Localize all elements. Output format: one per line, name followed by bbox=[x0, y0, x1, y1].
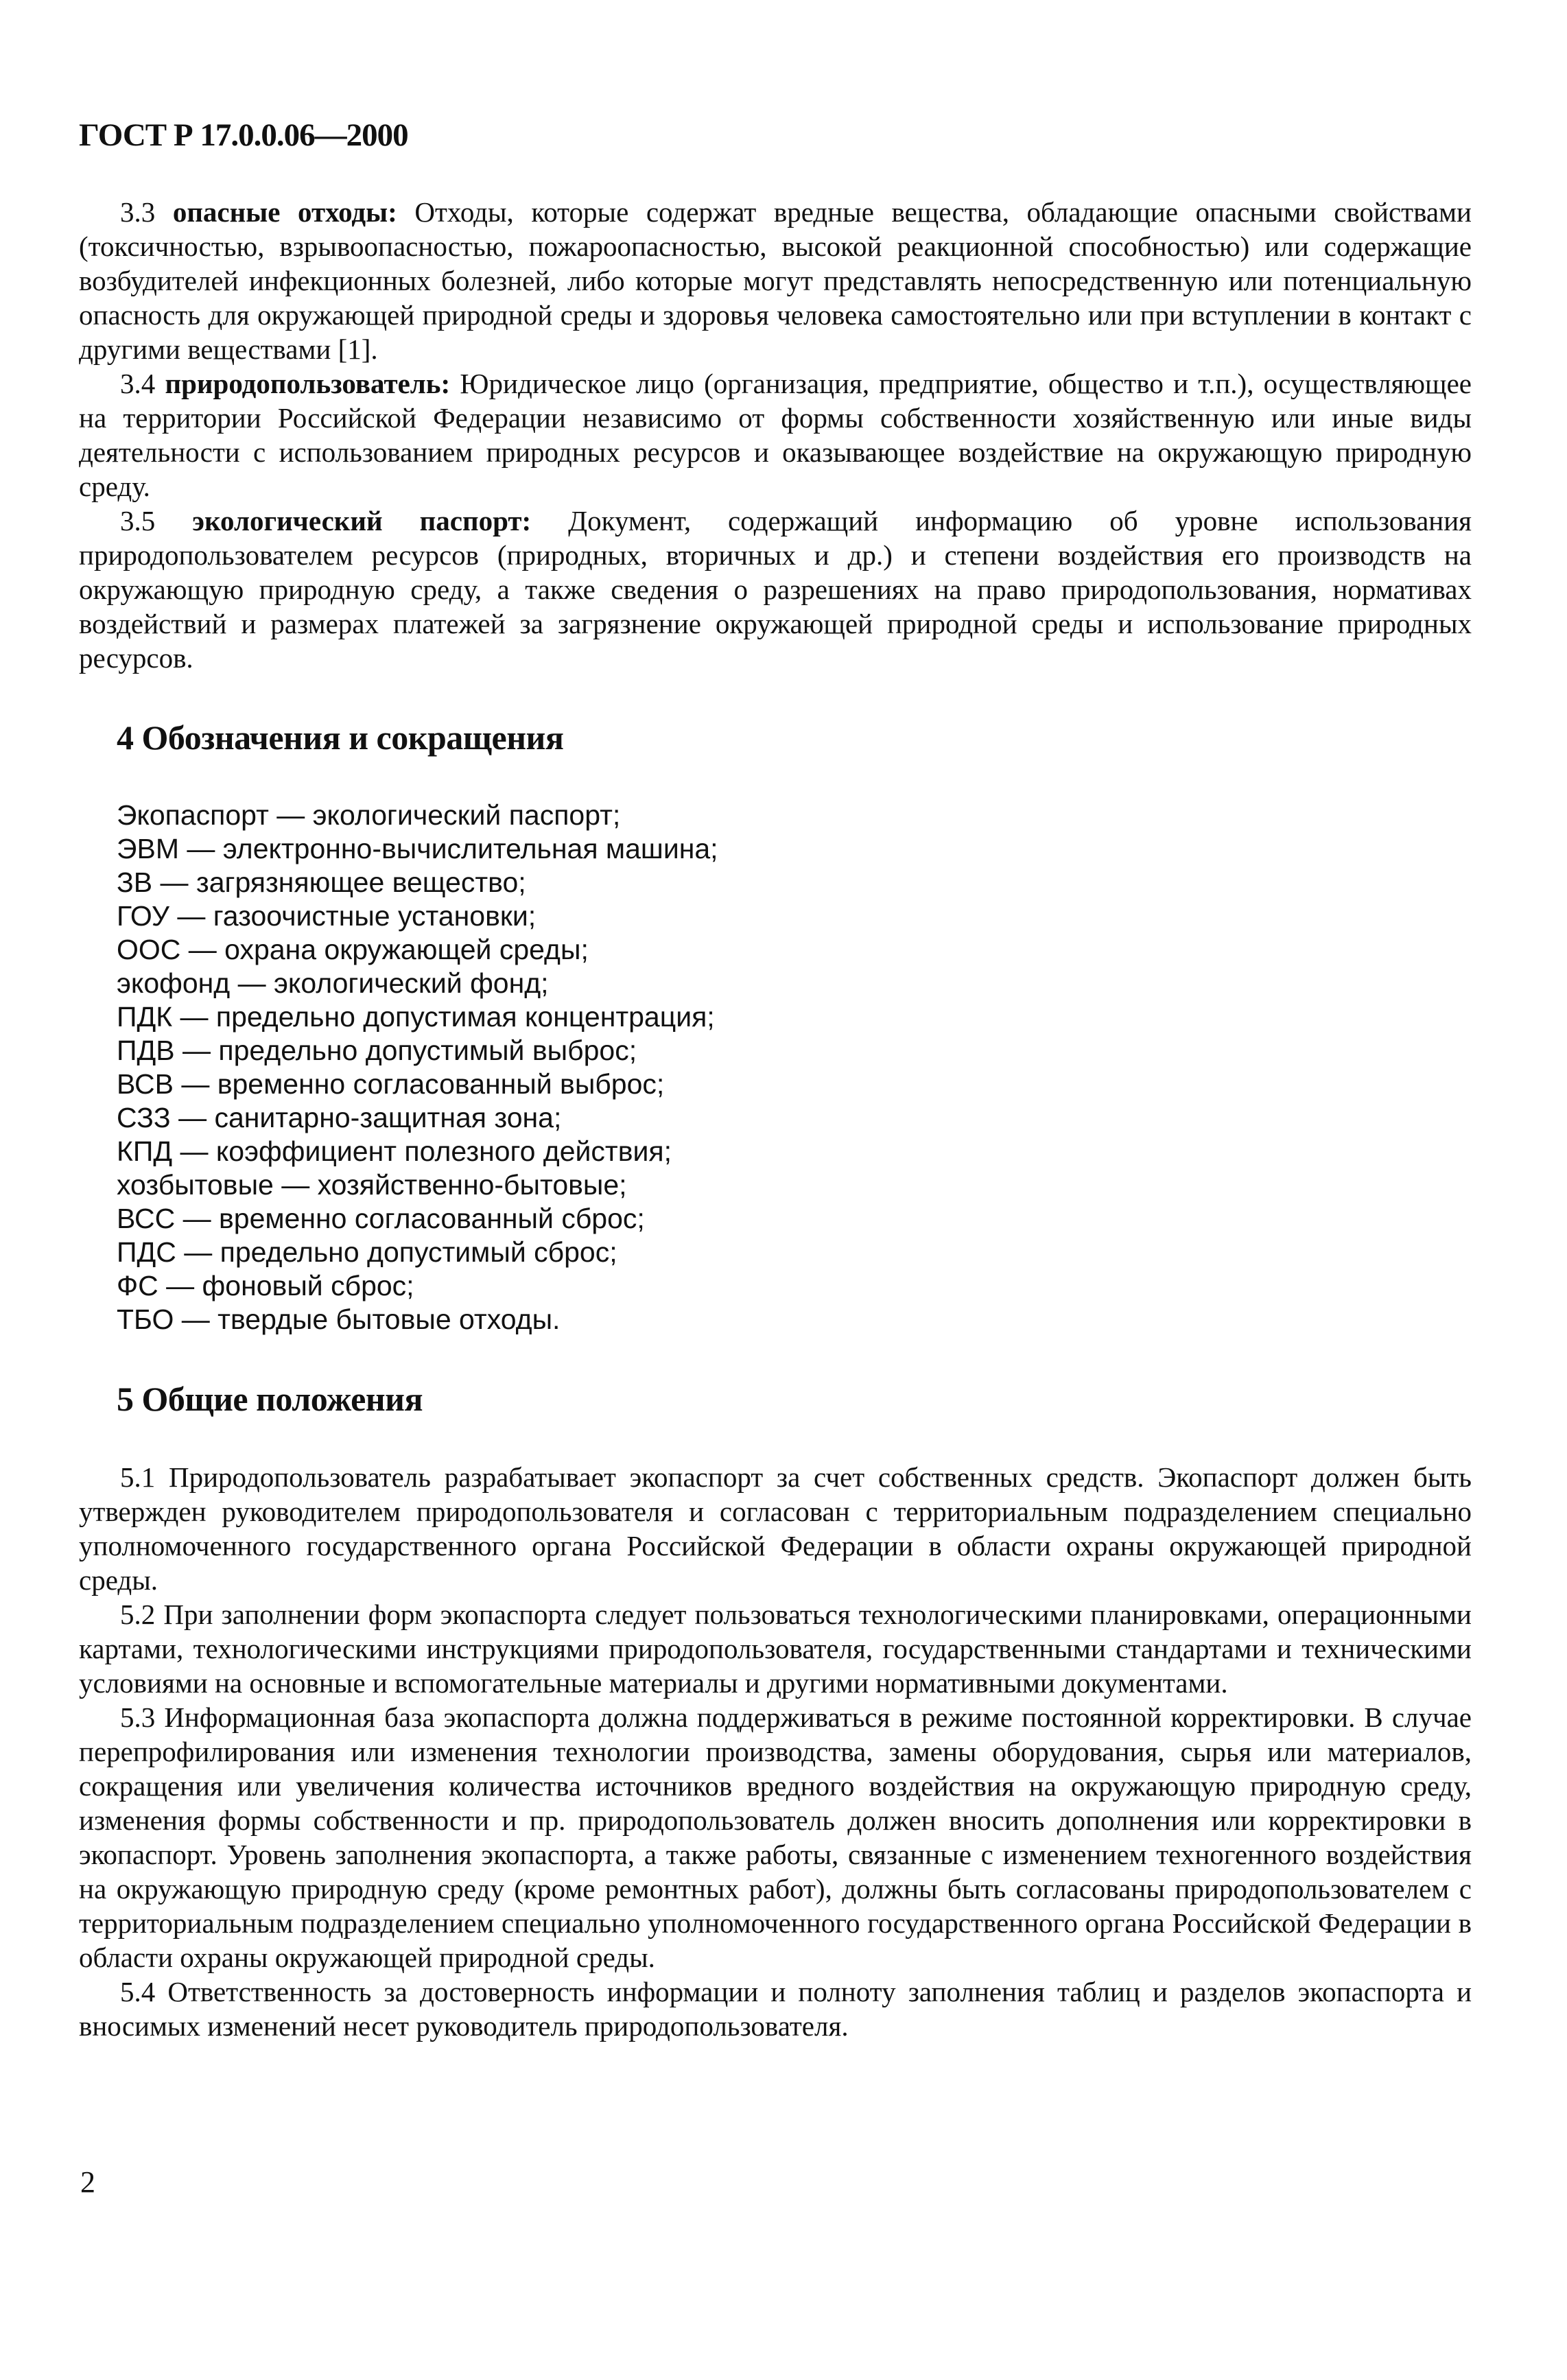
section-5-provisions bbox=[79, 1460, 1472, 2043]
abbreviation-item: ПДС — предельно допустимый сброс; bbox=[117, 1236, 617, 1268]
definition-number: 3.5 bbox=[120, 505, 156, 537]
provision-text: При заполнении форм экопаспорта следует пользоваться технологическими планировками, операционными картами, технологическими инструкциями природопользователя, государственными стандартами и техническими условиями на основные и вспомогательные материалы и другими нормативными документами. bbox=[79, 1599, 1472, 1699]
abbreviation-item: ВСВ — временно согласованный выброс; bbox=[117, 1068, 665, 1100]
abbreviation-item: ВСС — временно согласованный сброс; bbox=[117, 1203, 645, 1234]
provision-number: 5.4 bbox=[120, 1976, 156, 2007]
provision-number: 5.3 bbox=[120, 1701, 156, 1733]
provision-5-1 bbox=[79, 1460, 1472, 1597]
document-code-header: ГОСТ Р 17.0.0.06—2000 bbox=[79, 117, 408, 153]
provision-text: Информационная база экопаспорта должна поддерживаться в режиме постоянной корректировки. В случае перепрофилирования или изменения технологии производства, замены оборудования, сырья или материалов, сокращения или увеличения количества источников вредного воздействия на окружающую природную среду, изменения формы собственности и пр. природопользователь должен вносить дополнения или корректировки в экопаспорт. Уровень заполнения экопаспорта, а также работы, связанные с изменением техногенного воздействия на окружающую природную среду (кроме ремонтных работ), должны быть согласованы природопользователем с территориальным подразделением специально уполномоченного государственного органа Российской Федерации в области охраны окружающей природной среды. bbox=[79, 1701, 1472, 1973]
definition-text: Документ, содержащий информацию об уровне использования природопользователем ресурсов (природных, вторичных и др.) и степени воздействия его производств на окружающую природную среду, а также сведения о разрешениях на право природопользования, нормативах воздействий и размерах платежей за загрязнение окружающей природной среды и использование природных ресурсов. bbox=[79, 505, 1472, 674]
definition-text: Отходы, которые содержат вредные вещества, обладающие опасными свойствами (токсичностью, взрывоопасностью, пожароопасностью, высокой реакционной способностью) или содержащие возбудителей инфекционных болезней, либо которые могут представлять непосредственную или потенциальную опасность для окружающей природной среды и здоровья человека самостоятельно или при вступлении в контакт с другими веществами [1]. bbox=[79, 196, 1472, 365]
page-number: 2 bbox=[80, 2165, 95, 2199]
abbreviation-item: ЭВМ — электронно-вычислительная машина; bbox=[117, 833, 718, 864]
abbreviation-item: КПД — коэффициент полезного действия; bbox=[117, 1135, 672, 1167]
definition-number: 3.4 bbox=[120, 368, 156, 399]
abbreviation-item: ФС — фоновый сброс; bbox=[117, 1270, 414, 1301]
provision-text: Природопользователь разрабатывает экопаспорт за счет собственных средств. Экопаспорт должен быть утвержден руководителем природопользователя и согласован с территориальным подразделением специально уполномоченного государственного органа Российской Федерации в области охраны окружающей природной среды. bbox=[79, 1461, 1472, 1596]
abbreviation-item: ООС — охрана окружающей среды; bbox=[117, 934, 589, 965]
definition-3-4 bbox=[79, 366, 1472, 504]
section-3-definitions bbox=[79, 195, 1472, 675]
definition-term: экологический паспорт: bbox=[192, 505, 532, 537]
definition-text: Юридическое лицо (организация, предприятие, общество и т.п.), осуществляющее на территории Российской Федерации независимо от формы собственности хозяйственную или иные виды деятельности с использованием природных ресурсов и оказывающее воздействие на окружающую природную среду. bbox=[79, 368, 1472, 502]
section-4-heading: 4 Обозначения и сокращения bbox=[117, 718, 564, 757]
abbreviations-list bbox=[79, 799, 1472, 1336]
provision-number: 5.1 bbox=[120, 1461, 156, 1493]
provision-5-3 bbox=[79, 1700, 1472, 1975]
section-5-heading: 5 Общие положения bbox=[117, 1380, 423, 1418]
provision-text: Ответственность за достоверность информации и полноту заполнения таблиц и разделов экопаспорта и вносимых изменений несет руководитель природопользователя. bbox=[79, 1976, 1472, 2042]
abbreviation-item: экофонд — экологический фонд; bbox=[117, 967, 549, 999]
definition-term: природопользователь: bbox=[165, 368, 451, 399]
provision-5-2 bbox=[79, 1597, 1472, 1700]
provision-5-4 bbox=[79, 1975, 1472, 2043]
abbreviation-item: ТБО — твердые бытовые отходы. bbox=[117, 1304, 561, 1335]
abbreviation-item: ГОУ — газоочистные установки; bbox=[117, 900, 537, 932]
document-page bbox=[79, 103, 1472, 2043]
definition-number: 3.3 bbox=[120, 196, 156, 228]
abbreviation-item: Экопаспорт — экологический паспорт; bbox=[117, 799, 621, 831]
definition-3-5 bbox=[79, 504, 1472, 675]
abbreviation-item: хозбытовые — хозяйственно-бытовые; bbox=[117, 1169, 627, 1201]
abbreviation-item: СЗЗ — санитарно-защитная зона; bbox=[117, 1102, 562, 1133]
definition-term: опасные отходы: bbox=[172, 196, 397, 228]
abbreviation-item: ПДК — предельно допустимая концентрация; bbox=[117, 1001, 715, 1033]
abbreviation-item: ЗВ — загрязняющее вещество; bbox=[117, 867, 526, 898]
definition-3-3 bbox=[79, 195, 1472, 366]
provision-number: 5.2 bbox=[120, 1599, 156, 1630]
abbreviation-item: ПДВ — предельно допустимый выброс; bbox=[117, 1035, 637, 1066]
